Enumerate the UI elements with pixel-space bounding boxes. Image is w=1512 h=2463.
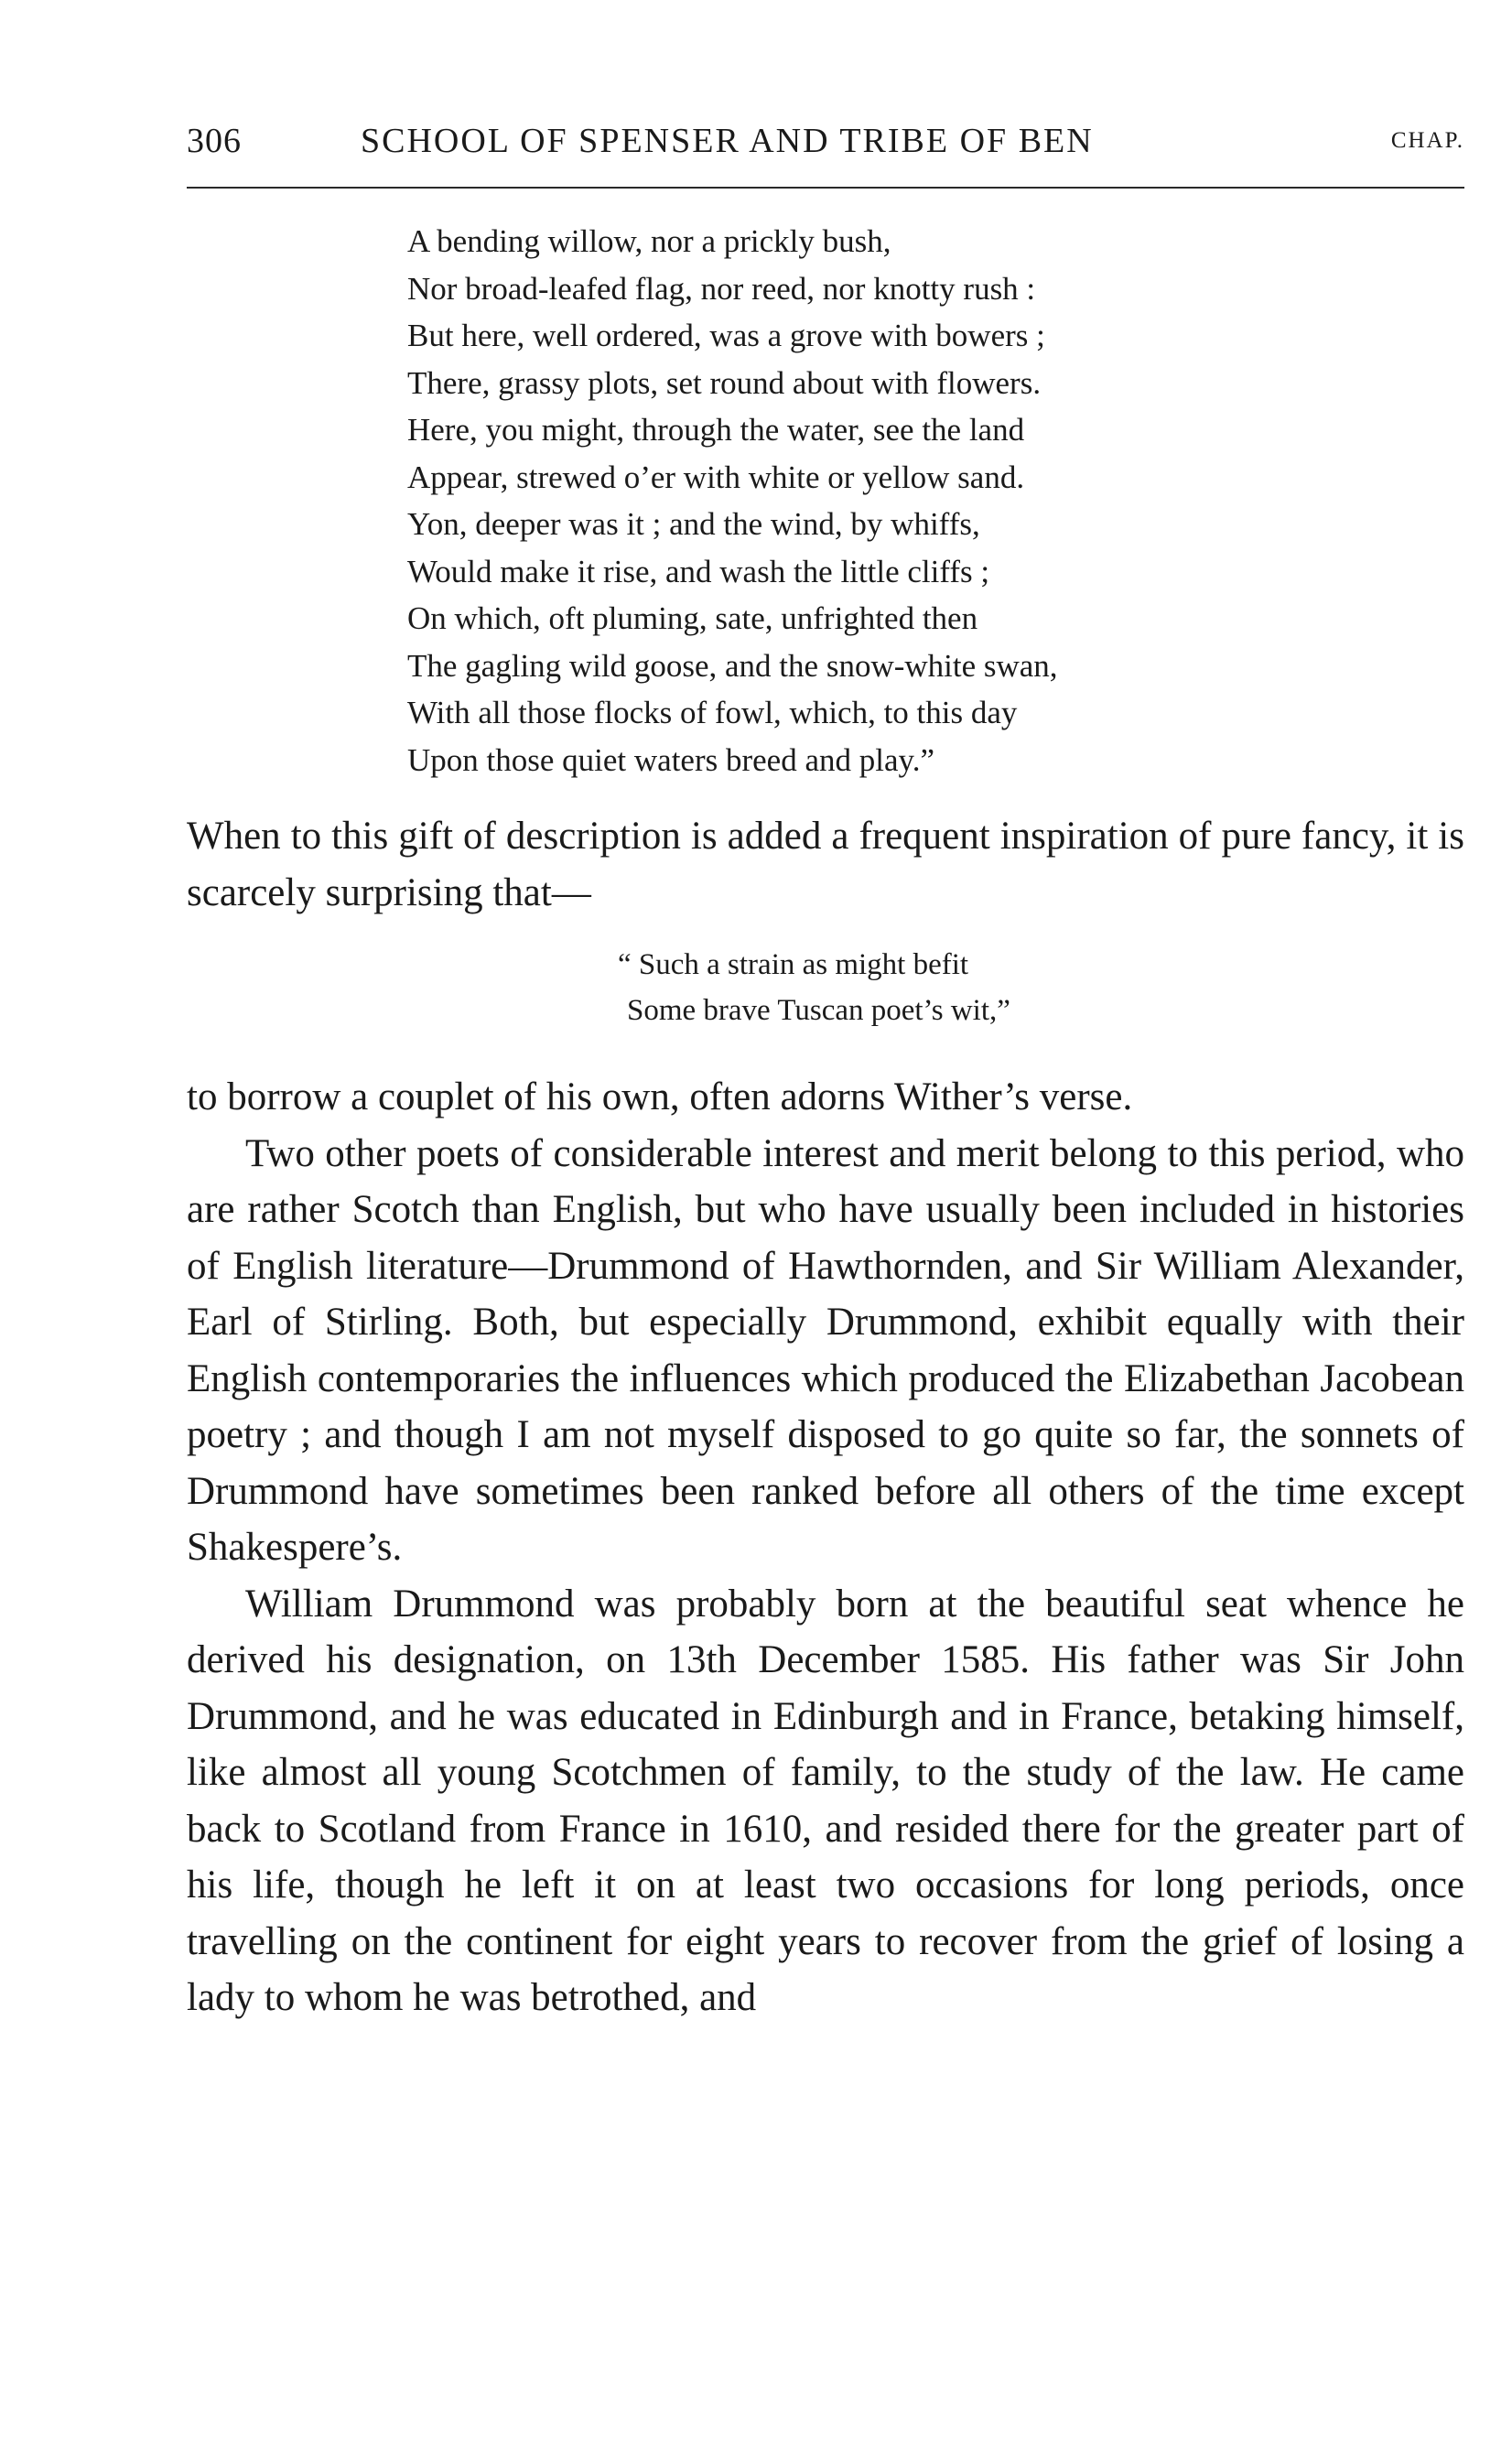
verse-line: Upon those quiet waters breed and play.”: [407, 741, 935, 778]
verse-line: On which, oft pluming, sate, unfrighted then: [407, 600, 978, 636]
couplet-quotation: [618, 942, 1258, 1033]
verse-line: A bending willow, nor a prickly bush,: [407, 223, 891, 259]
chapter-label: CHAP.: [1390, 128, 1464, 153]
verse-line: The gagling wild goose, and the snow-white swan,: [407, 647, 1058, 684]
verse-line: Would make it rise, and wash the little cliffs ;: [407, 553, 990, 589]
verse-line: With all those flocks of fowl, which, to this day: [407, 695, 1018, 730]
verse-line: But here, well ordered, was a grove with bowers ;: [407, 318, 1045, 353]
paragraph-intro: [187, 808, 1464, 921]
running-title: SCHOOL OF SPENSER AND TRIBE OF BEN: [361, 122, 1094, 160]
quote-line: “ Such a strain as might befit: [618, 948, 969, 981]
header-rule: [187, 187, 1464, 189]
body-text: [187, 1069, 1464, 2026]
paragraph-poets: Two other poets of considerable interest and merit belong to this period, who are rather Scotch than English, but who have usually been included in histories of English literature—Drummond of Hawthornden, and Sir William Alexander, Earl of Stirling. Both, but especially Drummond, exhibit equally with their English contemporaries the influences which produced the Elizabethan Jacobean poetry ; and though I am not myself disposed to go quite so far, the sonnets of Drummond have sometimes been ranked before all others of the time except Shakespere’s.: [187, 1131, 1464, 1569]
page-header: [187, 117, 1464, 172]
paragraph-drummond: William Drummond was probably born at the beautiful seat whence he derived his designation, on 13th December 1585. His father was Sir John Drummond, and he was educated in Edinburgh and in France, betaking himself, like almost all young Scotchmen of family, to the study of the law. He came back to Scotland from France in 1610, and resided there for the greater part of his life, though he left it on at least two occasions for long periods, once travelling on the continent for eight years to recover from the grief of losing a lady to whom he was betrothed, and: [187, 1582, 1464, 2019]
paragraph-text: When to this gift of description is added a frequent inspiration of pure fancy, it is scarcely surprising that—: [187, 815, 1464, 914]
verse-line: Nor broad-leafed flag, nor reed, nor knotty rush :: [407, 270, 1036, 307]
page-number: 306: [187, 122, 242, 160]
verse-quotation: [407, 218, 1414, 783]
verse-line: There, grassy plots, set round about with flowers.: [407, 364, 1042, 401]
verse-line: Yon, deeper was it ; and the wind, by whiffs,: [407, 506, 980, 542]
verse-line: Here, you might, through the water, see the land: [407, 412, 1025, 448]
continuation-line: to borrow a couplet of his own, often adorns Wither’s verse.: [187, 1075, 1133, 1118]
quote-line: Some brave Tuscan poet’s wit,”: [627, 994, 1010, 1027]
verse-line: Appear, strewed o’er with white or yellow sand.: [407, 459, 1025, 495]
